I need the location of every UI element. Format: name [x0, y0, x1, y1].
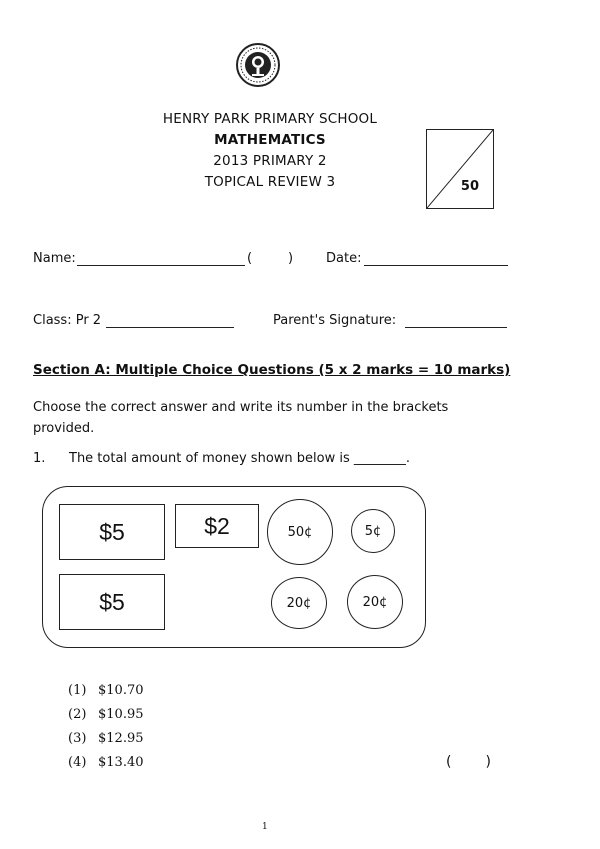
option-4[interactable]: (4) $13.40 — [68, 755, 144, 770]
question-1 — [33, 451, 410, 466]
two-dollar-note: $2 — [175, 504, 259, 548]
section-a-instruction: Choose the correct answer and write its number in the brackets provided. — [33, 400, 449, 436]
name-label: Name: — [33, 251, 76, 266]
money-tray — [42, 486, 426, 648]
fifty-cent-coin: 50¢ — [267, 499, 333, 565]
total-marks: 50 — [460, 179, 479, 194]
name-field-line[interactable] — [77, 265, 245, 266]
signature-label: Parent's Signature: — [273, 313, 397, 328]
signature-field-line[interactable] — [405, 327, 507, 328]
twenty-cent-coin: 20¢ — [347, 575, 403, 629]
page-number: 1 — [262, 822, 268, 832]
five-dollar-note: $5 — [59, 504, 165, 560]
twenty-cent-coin: 20¢ — [271, 577, 327, 629]
five-cent-coin: 5¢ — [351, 509, 395, 553]
year-level: 2013 PRIMARY 2 — [213, 153, 327, 169]
date-label: Date: — [326, 251, 362, 266]
class-field-line[interactable] — [106, 327, 234, 328]
class-label: Class: Pr 2 — [33, 313, 102, 328]
school-crest-logo — [235, 42, 281, 88]
subject-title: MATHEMATICS — [214, 132, 326, 148]
option-2[interactable]: (2) $10.95 — [68, 707, 144, 722]
five-dollar-note: $5 — [59, 574, 165, 630]
date-field-line[interactable] — [364, 265, 508, 266]
question-number: 1. — [33, 451, 46, 466]
option-1[interactable]: (1) $10.70 — [68, 683, 144, 698]
question-text: The total amount of money shown below is ________. — [69, 451, 411, 466]
index-open-bracket: ( — [247, 251, 253, 266]
score-box — [426, 129, 494, 209]
index-close-bracket: ) — [288, 251, 294, 266]
option-3[interactable]: (3) $12.95 — [68, 731, 144, 746]
section-a-heading: Section A: Multiple Choice Questions (5 x 2 marks = 10 marks) — [33, 362, 511, 378]
answer-brackets[interactable]: ( ) — [446, 754, 491, 770]
score-box-diagonal — [427, 130, 493, 208]
school-name: HENRY PARK PRIMARY SCHOOL — [162, 111, 378, 127]
paper-title: TOPICAL REVIEW 3 — [204, 174, 336, 190]
